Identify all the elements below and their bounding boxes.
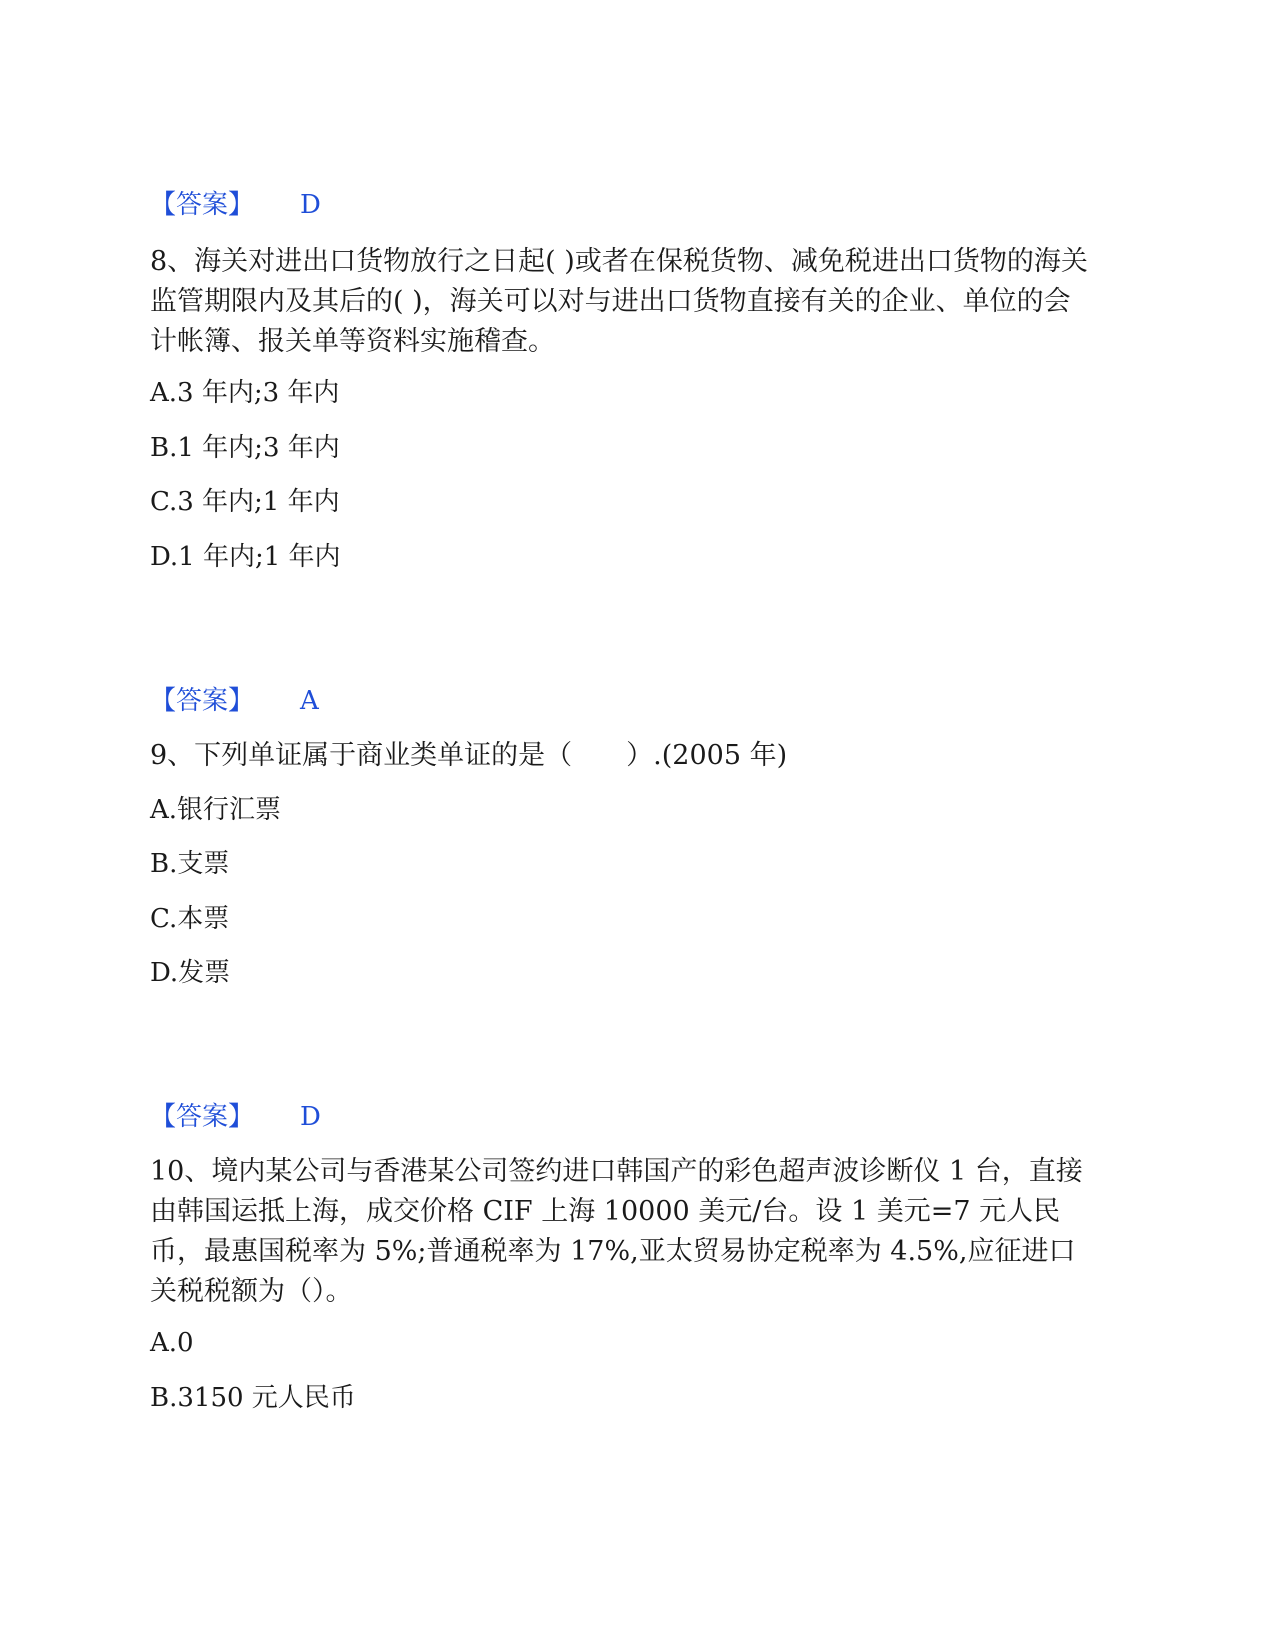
answer-value: D — [300, 190, 321, 220]
question-10: 10、境内某公司与香港某公司签约进口韩国产的彩色超声波诊断仪 1 台，直接由韩国运抵上海，成交价格 CIF 上海 10000 美元/台。设 1 美元=7 元人民币，最惠国税率为 5%;普通税率为 17%,亚太贸易协定税率为 4.5%,应征进口关税税额为（）。 — [150, 1156, 1083, 1307]
option-9-b: B.支票 — [150, 849, 230, 879]
answer-label: 【答案】 — [150, 686, 255, 716]
answer-value: A — [300, 686, 319, 716]
option-8-d: D.1 年内;1 年内 — [150, 542, 341, 572]
answer-label: 【答案】 — [150, 1102, 255, 1132]
option-8-a: A.3 年内;3 年内 — [150, 378, 340, 408]
answer-line-1 — [150, 188, 321, 222]
option-8-b: B.1 年内;3 年内 — [150, 433, 340, 463]
option-10-b: B.3150 元人民币 — [150, 1383, 356, 1413]
option-9-c: C.本票 — [150, 904, 230, 934]
answer-line-2 — [150, 684, 319, 718]
question-8: 8、海关对进出口货物放行之日起( )或者在保税货物、减免税进出口货物的海关监管期限内及其后的( )，海关可以对与进出口货物直接有关的企业、单位的会计帐簿、报关单等资料实施稽查。 — [150, 246, 1088, 357]
question-9: 9、下列单证属于商业类单证的是（ ）.(2005 年) — [150, 740, 788, 771]
option-9-d: D.发票 — [150, 958, 231, 988]
answer-label: 【答案】 — [150, 190, 255, 220]
answer-value: D — [300, 1102, 321, 1132]
option-10-a: A.0 — [150, 1328, 194, 1358]
option-9-a: A.银行汇票 — [150, 795, 282, 825]
option-8-c: C.3 年内;1 年内 — [150, 487, 340, 517]
answer-line-3 — [150, 1100, 321, 1134]
